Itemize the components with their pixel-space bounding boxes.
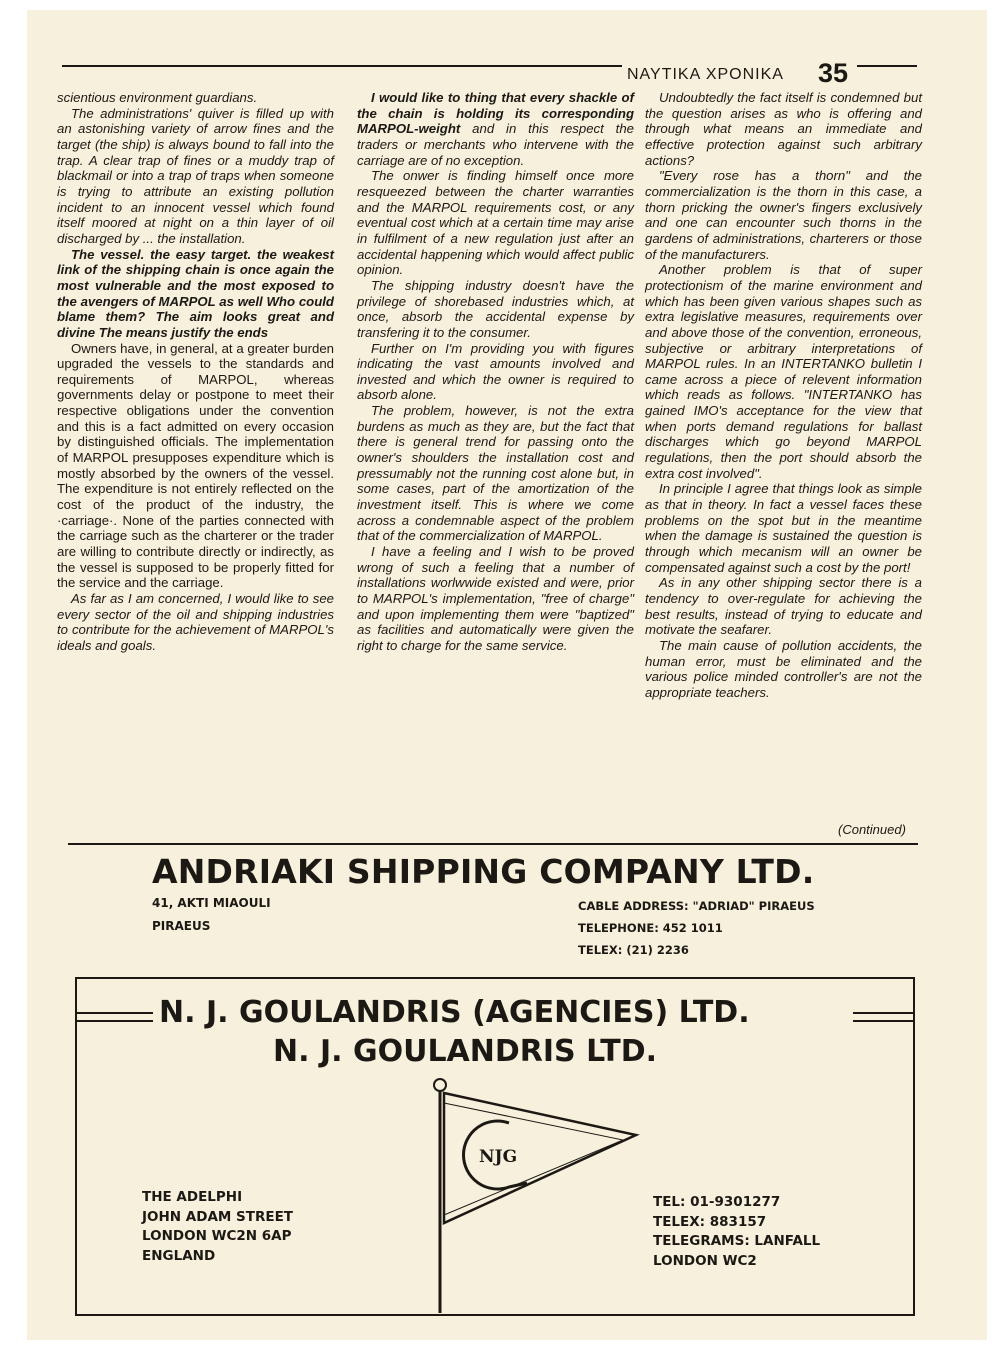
paragraph: As in any other shipping sector there is a tendency to over-regulate for achieving the best results, instead of trying to educate and motivate the seafarer. (645, 575, 922, 638)
ad-address-line: PIRAEUS (152, 919, 211, 933)
continued-label: (Continued) (838, 822, 906, 837)
ad-company-name: ANDRIAKI SHIPPING COMPANY LTD. (152, 852, 815, 891)
ad-address-line: ENGLAND (142, 1247, 216, 1264)
logo-monogram: NJG (479, 1147, 518, 1167)
ad-divider (68, 843, 918, 845)
paragraph: "Every rose has a thorn" and the commercialization is the thorn in this case, a thorn pricking the owner's fingers exclusively and one can encounter such thorns in the gardens of administrations, charterers or those of the manufacturers. (645, 168, 922, 262)
ad-address-line: JOHN ADAM STREET (142, 1208, 294, 1225)
ad-cable-address: CABLE ADDRESS: "ADRIAD" PIRAEUS (578, 899, 815, 913)
paragraph-bold-lead: I would like to thing that every shackle of the chain is holding its corresponding MARPOL-weight (357, 90, 634, 137)
ad-telephone: TEL: 01-9301277 (653, 1194, 781, 1210)
paragraph: The administrations' quiver is filled up with an astonishing variety of arrow fines and the target (the ship) is always bound to fall into the trap. A clear trap of fines or a muddy trap of blackmail or into a trap of traps when someone is trying to attribute an existing pollution incident to an innocent vessel which found itself moored at night on a thin layer of oil discharged by ... the installation. (57, 105, 334, 246)
page-number: 35 (818, 58, 849, 88)
paragraph: The problem, however, is not the extra burdens as much as they are, but the fact that there is general trend for passing onto the owner's shoulders the installation cost and pressumably not the running cost alone but, in some cases, part of the amortization of the investment itself. This is where we come across a condemnable aspect of the problem that of the commercialization of MARPOL. (357, 403, 634, 544)
publication-title: ΝΑΥΤΙΚΑ ΧΡΟΝΙΚΑ (627, 66, 784, 83)
paragraph: Another problem is that of super protectionism of the marine environment and which has been given various shapes such as extra legislative measures, requirements over and above those of the convention, erroneous, subjective or arbitrary interpretations of MARPOL rules. In an INTERTANKO bulletin I came across a piece of relevent information which reads as follows. "INTERTANKO has gained IMO's acceptance for the view that when ports demand regulations for ballast discharges which go beyond MARPOL regulations, then the port should absorb the extra cost involved". (645, 262, 922, 481)
paragraph: Undoubtedly the fact itself is condemned but the question arises as who is offering and through what means an immediate and effective protection against such arbitrary actions? (645, 90, 922, 168)
ad-company-name: N. J. GOULANDRIS LTD. (273, 1034, 658, 1069)
paragraph: Further on I'm providing you with figures indicating the vast amounts involved and invested and which the owner is required to absorb alone. (357, 340, 634, 403)
ad-telegrams-city: LONDON WC2 (653, 1252, 757, 1269)
paragraph: I have a feeling and I wish to be proved wrong of such a feeling that a number of installations worlwwide existed and were, prior to MARPOL's implementation, "free of charge" and upon implementing them were "baptized" as facilities and automatically were given the right to charge for the same service. (357, 544, 634, 653)
article-column-2 (357, 90, 634, 654)
paragraph (357, 90, 634, 168)
paragraph: As far as I am concerned, I would like to see every sector of the oil and shipping industries to contribute for the achievement of MARPOL's ideals and goals. (57, 591, 334, 653)
header-rule-right (857, 65, 917, 67)
ad-address-block (142, 1188, 293, 1266)
ad-telex: TELEX: (21) 2236 (578, 943, 689, 957)
decorative-rule (853, 1012, 915, 1014)
decorative-rule (75, 1020, 153, 1022)
pennant-flag-logo (425, 1075, 655, 1315)
ad-address-line: THE ADELPHI (142, 1189, 243, 1205)
ad-telex: TELEX: 883157 (653, 1213, 767, 1230)
ad-contact-block (653, 1193, 820, 1271)
paragraph: The onwer is finding himself once more resqueezed between the charter warranties and the MARPOL requirements cost, or any eventual cost which at a certain time may arise in fulfilment of a new regulation just after an accidental happening which would affect public opinion. (357, 168, 634, 278)
ad-telegrams: TELEGRAMS: LANFALL (653, 1233, 821, 1249)
paragraph-lead-rest: and in this respect the traders or merchants who intervene with the carriage are of no exception. (357, 121, 634, 168)
paragraph: The main cause of pollution accidents, the human error, must be eliminated and the various police minded controller's are not the appropriate teachers. (645, 637, 922, 700)
paragraph: Owners have, in general, at a greater burden upgraded the vessels to the standards and requirements of MARPOL, whereas governments delay or postpone to meet their respective obligations under the convention and this is a fact admitted on every occasion by distinguished officials. The implementation of MARPOL presupposes expenditure which is mostly absorbed by the owners of the vessel. The expenditure is not entirely reflected on the cost of the product of the industry, the ·carriage·. None of the parties connected with the carriage such as the charterer or the trader are willing to contribute directly or indirectly, as the vessel is supposed to be properly fitted for the service and the carriage. (57, 340, 334, 591)
pennant-outline (444, 1093, 636, 1223)
header-rule-left (62, 65, 622, 67)
paragraph: In principle I agree that things look as simple as that in theory. In fact a vessel faces these problems on the spot but in the meantime when the damage is sustained the question is through which mecanism will an owner be compensated against such a cost by the port! (645, 481, 922, 575)
paragraph: scientious environment guardians. (57, 90, 258, 105)
decorative-rule (853, 1020, 915, 1022)
ad-address-line: LONDON WC2N 6AP (142, 1228, 292, 1244)
pennant-inner-line (444, 1103, 623, 1215)
article-column-3 (645, 90, 922, 701)
ad-telephone: TELEPHONE: 452 1011 (578, 921, 723, 935)
article-column-1 (57, 90, 334, 654)
decorative-rule (75, 1012, 153, 1014)
ad-company-name: N. J. GOULANDRIS (AGENCIES) LTD. (159, 995, 750, 1030)
ad-address-line: 41, AKTI MIAOULI (152, 896, 271, 910)
paragraph-bold: The vessel. the easy target. the weakest link of the shipping chain is once again the most vulnerable and the most exposed to the avengers of MARPOL as well Who could blame them? The aim looks great and divine The means justify the ends (57, 246, 334, 340)
paragraph: The shipping industry doesn't have the privilege of shorebased industries which, at once, absorb the accidental expense by transfering it to the consumer. (357, 277, 634, 340)
flagpole-finial (434, 1079, 446, 1091)
